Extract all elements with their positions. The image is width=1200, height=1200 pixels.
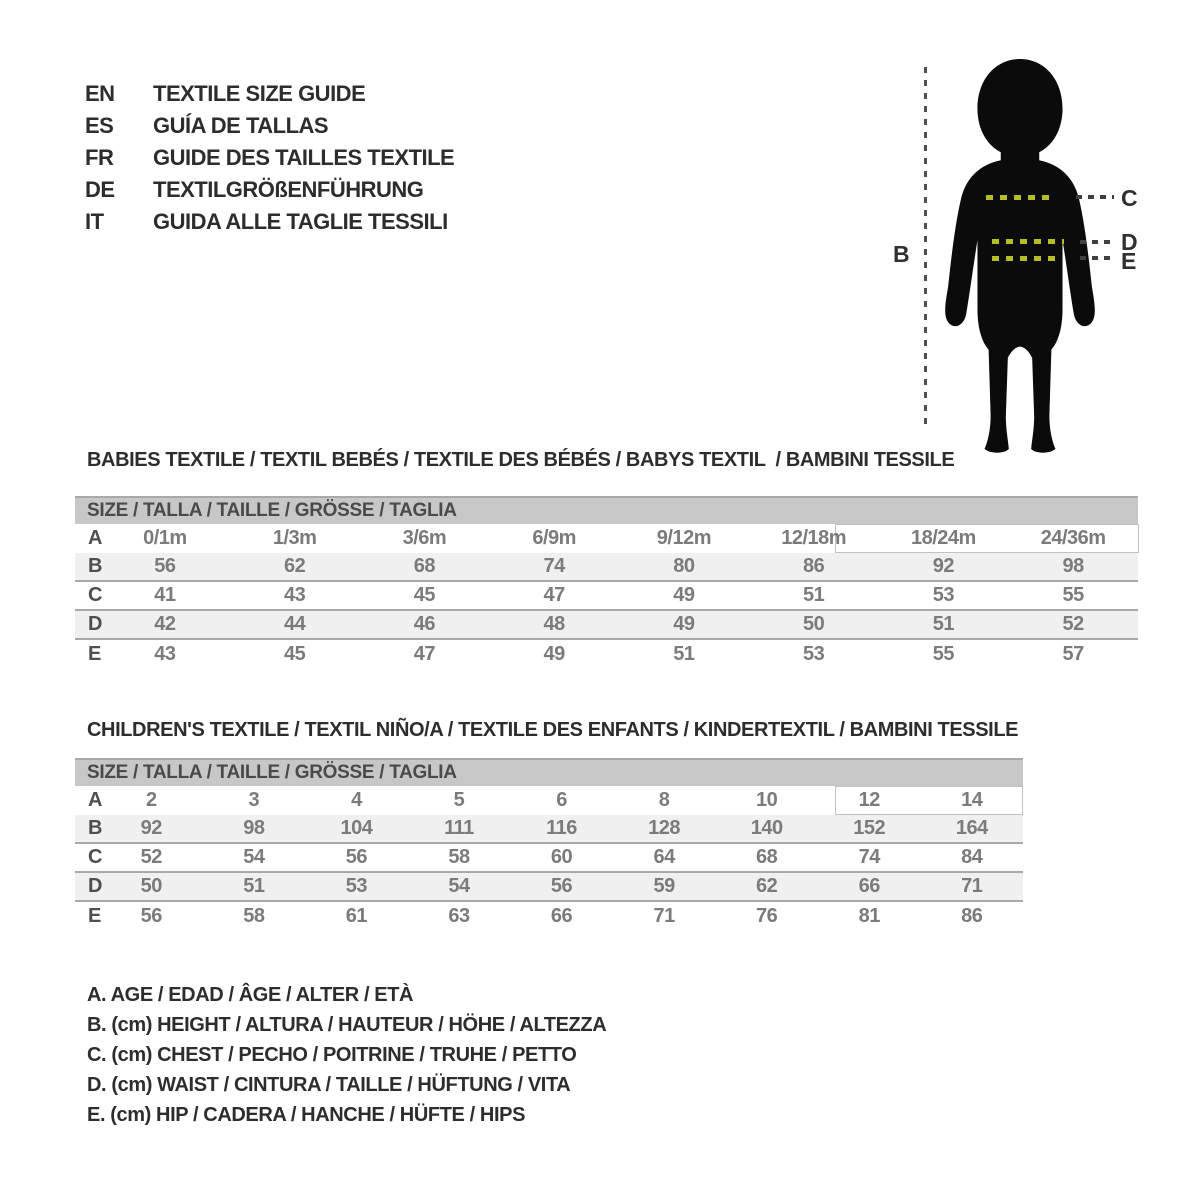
legend-item: E. (cm) HIP / CADERA / HANCHE / HÜFTE / HIPS — [87, 1104, 526, 1126]
table-cell: 58 — [448, 846, 470, 868]
table-cell: 54 — [448, 875, 470, 897]
table-cell: 18/24m — [910, 527, 976, 549]
waist-measure-line — [992, 239, 1064, 244]
legend-item: D. (cm) WAIST / CINTURA / TAILLE / HÜFTUNG / VITA — [87, 1074, 571, 1096]
table-cell: 6/9m — [532, 527, 576, 549]
table-cell: 24/36m — [1040, 527, 1106, 549]
table-cell: 52 — [1062, 613, 1084, 635]
row-label: A — [88, 789, 103, 811]
row-label: D — [88, 613, 103, 635]
table-cell: 47 — [543, 584, 565, 606]
row-label: D — [88, 875, 103, 897]
language-row — [85, 142, 454, 174]
table-cell: 71 — [653, 905, 675, 927]
table-row — [75, 582, 1138, 611]
guide-title: TEXTILGRÖßENFÜHRUNG — [153, 177, 424, 202]
table-cell: 111 — [444, 817, 474, 839]
table-cell: 86 — [961, 905, 983, 927]
language-code: EN — [85, 81, 115, 106]
row-label: E — [88, 643, 102, 665]
chest-leader-line — [1076, 195, 1114, 199]
table-cell: 71 — [961, 875, 983, 897]
table-cell: 56 — [550, 875, 573, 897]
table-cell: 128 — [648, 817, 681, 839]
table-cell: 3 — [248, 789, 260, 811]
language-code: FR — [85, 145, 114, 170]
table-cell: 68 — [756, 846, 778, 868]
row-label: B — [88, 555, 103, 577]
guide-title: GUIDE DES TAILLES TEXTILE — [153, 145, 455, 170]
label-waist-D: D — [1121, 229, 1138, 255]
table-row — [75, 902, 1023, 931]
table-cell: 49 — [673, 584, 695, 606]
table-cell: 12 — [858, 789, 880, 811]
label-height-B: B — [893, 241, 910, 267]
table-cell: 55 — [1062, 584, 1084, 606]
table-cell: 57 — [1062, 643, 1084, 665]
table-cell: 51 — [243, 875, 265, 897]
table-cell: 10 — [756, 789, 778, 811]
table-cell: 54 — [243, 846, 265, 868]
measurement-legend — [87, 984, 606, 1134]
table-cell: 45 — [284, 643, 306, 665]
table-cell: 47 — [413, 643, 435, 665]
language-code: ES — [85, 113, 114, 138]
table-cell: 56 — [154, 555, 176, 577]
language-title-list — [85, 78, 454, 238]
babies-size-table — [75, 496, 1138, 669]
table-cell: 56 — [140, 905, 162, 927]
children-section-heading: CHILDREN'S TEXTILE / TEXTIL NIÑO/A / TEXTILE DES ENFANTS / KINDERTEXTIL / BAMBINI TESSILE — [87, 719, 1019, 741]
table-cell: 92 — [140, 817, 162, 839]
table-cell: 62 — [284, 555, 306, 577]
table-row — [75, 524, 1138, 553]
table-cell: 14 — [961, 789, 983, 811]
table-cell: 80 — [673, 555, 695, 577]
table-cell: 66 — [550, 905, 573, 927]
table-cell: 74 — [543, 555, 565, 577]
table-cell: 51 — [673, 643, 695, 665]
table-cell: 86 — [803, 555, 825, 577]
table-cell: 49 — [673, 613, 695, 635]
label-hip-E: E — [1121, 248, 1137, 274]
table-cell: 43 — [154, 643, 176, 665]
language-row — [85, 174, 454, 206]
table-cell: 74 — [858, 846, 880, 868]
table-cell: 49 — [543, 643, 565, 665]
table-row — [75, 786, 1023, 815]
table-cell: 55 — [932, 643, 954, 665]
language-code: DE — [85, 177, 115, 202]
table-cell: 164 — [955, 817, 988, 839]
table-cell: 1/3m — [272, 527, 317, 549]
table-cell: 0/1m — [143, 527, 187, 549]
table-row — [75, 844, 1023, 873]
table-cell: 140 — [750, 817, 783, 839]
table-cell: 5 — [453, 789, 465, 811]
table-cell: 48 — [543, 613, 565, 635]
table-cell: 152 — [853, 817, 886, 839]
table-row — [75, 640, 1138, 669]
size-header-bar — [75, 758, 1023, 786]
table-cell: 64 — [653, 846, 675, 868]
table-cell: 43 — [284, 584, 306, 606]
row-label: A — [88, 527, 103, 549]
table-cell: 84 — [961, 846, 983, 868]
table-cell: 12/18m — [781, 527, 847, 549]
language-row — [85, 110, 454, 142]
children-size-table — [75, 758, 1023, 931]
language-row — [85, 206, 454, 238]
label-chest-C: C — [1121, 185, 1138, 211]
table-cell: 4 — [351, 789, 362, 811]
table-cell: 50 — [803, 613, 825, 635]
table-cell: 62 — [756, 875, 778, 897]
table-cell: 44 — [284, 613, 306, 635]
row-label: B — [88, 817, 103, 839]
table-cell: 116 — [546, 817, 577, 839]
table-cell: 76 — [756, 905, 778, 927]
legend-item: C. (cm) CHEST / PECHO / POITRINE / TRUHE / PETTO — [87, 1044, 577, 1066]
table-cell: 66 — [858, 875, 880, 897]
table-cell: 63 — [448, 905, 470, 927]
table-cell: 60 — [550, 846, 573, 868]
table-cell: 53 — [345, 875, 368, 897]
row-label: E — [88, 905, 102, 927]
language-code: IT — [85, 209, 104, 234]
legend-item: B. (cm) HEIGHT / ALTURA / HAUTEUR / HÖHE / ALTEZZA — [87, 1014, 607, 1036]
table-cell: 41 — [154, 584, 176, 606]
table-row — [75, 553, 1138, 582]
guide-title: GUIDA ALLE TAGLIE TESSILI — [153, 209, 448, 234]
table-cell: 45 — [413, 584, 435, 606]
guide-title: GUÍA DE TALLAS — [153, 113, 329, 138]
table-cell: 59 — [653, 875, 675, 897]
table-cell: 52 — [140, 846, 162, 868]
table-cell: 3/6m — [402, 527, 447, 549]
table-cell: 98 — [243, 817, 265, 839]
table-cell: 104 — [340, 817, 373, 839]
table-cell: 42 — [154, 613, 176, 635]
table-cell: 51 — [932, 613, 954, 635]
table-cell: 50 — [140, 875, 162, 897]
table-row — [75, 611, 1138, 640]
table-row — [75, 873, 1023, 902]
table-cell: 92 — [932, 555, 954, 577]
table-cell: 56 — [345, 846, 368, 868]
chest-measure-line — [986, 195, 1054, 200]
guide-title: TEXTILE SIZE GUIDE — [153, 81, 366, 106]
table-cell: 58 — [243, 905, 265, 927]
table-cell: 61 — [345, 905, 368, 927]
language-row — [85, 78, 454, 110]
table-cell: 2 — [145, 789, 157, 811]
waist-leader-line — [1080, 240, 1114, 244]
size-header-label: SIZE / TALLA / TAILLE / GRÖSSE / TAGLIA — [87, 500, 457, 521]
table-cell: 8 — [658, 789, 670, 811]
height-measure-line — [924, 67, 927, 431]
size-header-label: SIZE / TALLA / TAILLE / GRÖSSE / TAGLIA — [87, 762, 457, 783]
hip-leader-line — [1080, 256, 1114, 260]
hip-measure-line — [992, 256, 1060, 261]
table-cell: 98 — [1062, 555, 1084, 577]
size-header-bar — [75, 496, 1138, 524]
row-label: C — [88, 584, 103, 606]
table-cell: 46 — [413, 613, 435, 635]
table-cell: 53 — [932, 584, 954, 606]
table-cell: 53 — [803, 643, 825, 665]
table-cell: 6 — [556, 789, 567, 811]
babies-section-heading: BABIES TEXTILE / TEXTIL BEBÉS / TEXTILE DES BÉBÉS / BABYS TEXTIL / BAMBINI TESSILE — [87, 449, 955, 471]
table-cell: 81 — [858, 905, 880, 927]
table-cell: 68 — [413, 555, 435, 577]
legend-item: A. AGE / EDAD / ÂGE / ALTER / ETÀ — [87, 984, 414, 1006]
table-cell: 9/12m — [656, 527, 711, 549]
table-cell: 51 — [803, 584, 825, 606]
row-label: C — [88, 846, 103, 868]
table-row — [75, 815, 1023, 844]
